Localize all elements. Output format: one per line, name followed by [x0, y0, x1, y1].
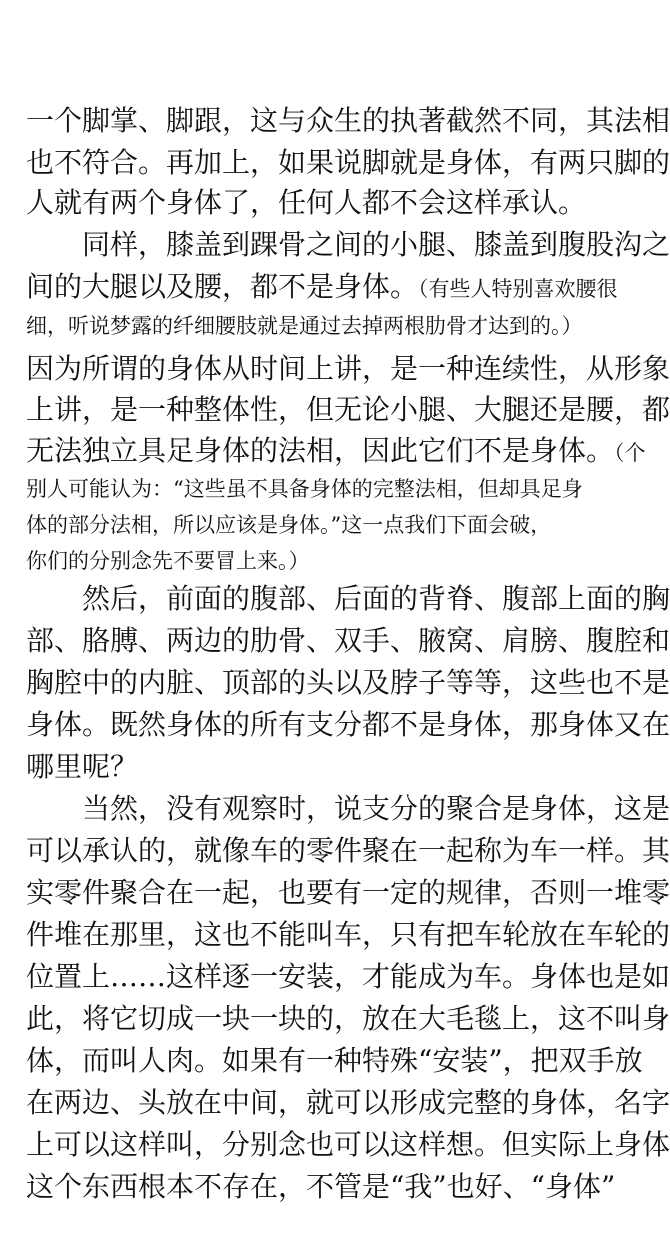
line-24: 体，而叫人肉。如果有一种特殊“安装”，把双手放 — [26, 1044, 643, 1077]
line-01: 一个脚掌、脚跟，这与众生的执著截然不同，其法相 — [26, 104, 670, 137]
line-06: 细，听说梦露的纤细腰肢就是通过去掉两根肋骨才达到的。） — [26, 314, 583, 338]
line-05-text: 间的大腿以及腰，都不是身体。 — [26, 270, 419, 303]
line-15: 胸腔中的内脏、顶部的头以及脖子等等，这些也不是 — [26, 666, 670, 699]
line-26: 上可以这样叫，分别念也可以这样想。但实际上身体 — [26, 1128, 670, 1161]
line-10: 别人可能认为：“这些虽不具备身体的完整法相，但却具足身 — [26, 477, 583, 501]
line-05 — [26, 270, 616, 304]
line-02: 也不符合。再加上，如果说脚就是身体，有两只脚的 — [26, 146, 670, 179]
line-25: 在两边、头放在中间，就可以形成完整的身体，名字 — [26, 1086, 670, 1119]
line-16: 身体。既然身体的所有支分都不是身体，那身体又在 — [26, 708, 670, 741]
line-14: 部、胳膊、两边的肋骨、双手、腋窝、肩膀、腹腔和 — [26, 624, 670, 657]
line-27: 这个东西根本不存在，不管是“我”也好、“身体” — [26, 1170, 616, 1203]
line-09-annotation: （个 — [614, 441, 646, 465]
line-09 — [26, 434, 646, 468]
line-22: 位置上……这样逐一安装，才能成为车。身体也是如 — [26, 960, 670, 993]
line-03: 人就有两个身体了，任何人都不会这样承认。 — [26, 186, 587, 219]
line-09-text: 无法独立具足身体的法相，因此它们不是身体。 — [26, 434, 615, 467]
line-07: 因为所谓的身体从时间上讲，是一种连续性，从形象 — [26, 352, 670, 385]
line-23: 此，将它切成一块一块的，放在大毛毯上，这不叫身 — [26, 1002, 670, 1035]
line-12: 你们的分别念先不要冒上来。） — [26, 549, 310, 573]
line-13: 然后，前面的腹部、后面的背脊、腹部上面的胸 — [26, 582, 670, 615]
line-04: 同样，膝盖到踝骨之间的小腿、膝盖到腹股沟之 — [26, 228, 670, 261]
line-11: 体的部分法相，所以应该是身体。”这一点我们下面会破， — [26, 513, 552, 537]
line-08: 上讲，是一种整体性，但无论小腿、大腿还是腰，都 — [26, 393, 670, 426]
line-21: 件堆在那里，这也不能叫车，只有把车轮放在车轮的 — [26, 918, 670, 951]
line-05-annotation: （有些人特别喜欢腰很 — [418, 277, 618, 301]
line-20: 实零件聚合在一起，也要有一定的规律，否则一堆零 — [26, 876, 670, 909]
line-17: 哪里呢？ — [26, 750, 139, 783]
line-18: 当然，没有观察时，说支分的聚合是身体，这是 — [26, 792, 670, 825]
line-19: 可以承认的，就像车的零件聚在一起称为车一样。其 — [26, 834, 670, 867]
